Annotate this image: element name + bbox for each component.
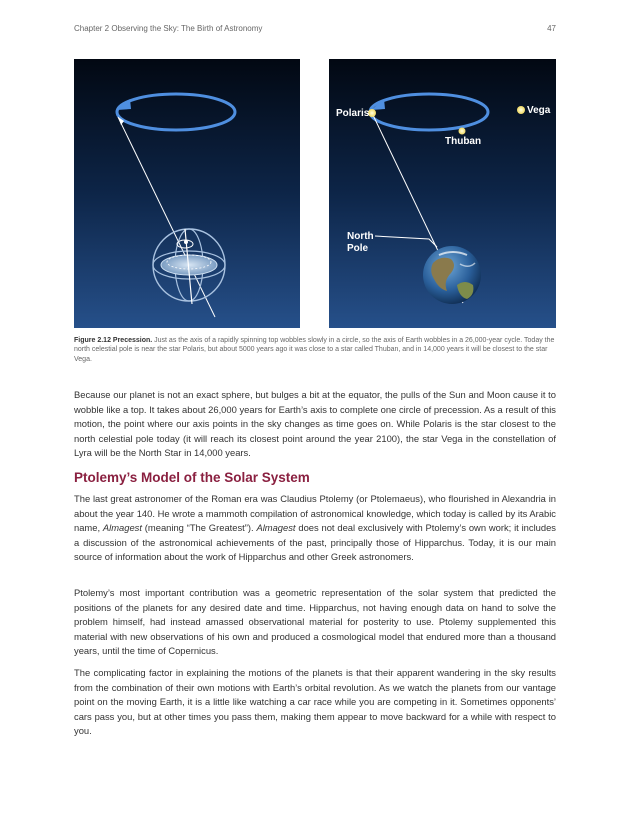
page-header (74, 24, 556, 36)
figure-label: Figure 2.12 Precession. (74, 337, 153, 344)
figure-panel-spinning-top (74, 59, 300, 328)
label-thuban: Thuban (445, 136, 482, 147)
paragraph-planet-motion (74, 666, 556, 739)
star-vega (517, 106, 525, 114)
paragraph-text-part: does not deal exclusively with Ptolemy’s own work; it includes a discussion of the astronomical achievements of the past, principally those of Hipparchus. Today, it is our main source of information about the work of Hipparchus and other Greek astronomers. (74, 522, 556, 563)
paragraph-text: The complicating factor in explaining the motions of the planets is that their apparent wandering in the sky results from the combination of their own motions with Earth’s orbital revolution. As we watch the planets from our vantage point on the moving Earth, it is a little like watching a car race while you are competing in it. Sometimes opponents’ cars pass you, but at other times you pass them, making them appear to move backward for a while with respect to you. (74, 667, 556, 737)
page-number: 47 (547, 24, 556, 33)
book-title: Almagest (256, 522, 296, 534)
figure-caption (74, 336, 556, 364)
paragraph-text: Because our planet is not an exact sphere, but bulges a bit at the equator, the pulls of the Sun and Moon cause it to wobble like a top. It takes about 26,000 years for Earth’s axis to complete one circle of precession. As a result of this motion, the point where our axis points in the sky changes as time goes on. While Polaris is the star closest to the north celestial pole today (it will reach its closest point around the year 2100), the star Vega in the constellation of Lyra will be the North Star in 14,000 years. (74, 389, 556, 459)
paragraph-text-part: The last great astronomer of the Roman era was Claudius Ptolemy (or Ptolemaeus), who flourished in Alexandria in about the year 140. He wrote a mammoth compilation of astronomical knowledge, which today is called by its Arabic name, (74, 493, 556, 534)
paragraph-text-part: (meaning “The Greatest”). (141, 522, 257, 534)
figure-panel-earth-precession (329, 59, 556, 328)
paragraph-ptolemy-intro (74, 492, 556, 565)
star-thuban (459, 128, 466, 135)
earth-globe-icon (423, 246, 481, 304)
label-vega: Vega (527, 105, 551, 116)
paragraph-text (74, 492, 556, 565)
paragraph-text: Ptolemy’s most important contribution was a geometric representation of the solar system that predicted the positions of the planets for any desired date and time. Hipparchus, not having enough data on hand to solve the problem himself, had instead amassed observational material for posterity to use. Ptolemy supplemented this material with new observations of his own and produced a cosmological model that endured more than a thousand years, until the time of Copernicus. (74, 587, 556, 657)
label-north-pole-line1: North (347, 231, 374, 242)
paragraph-precession (74, 388, 556, 461)
label-polaris: Polaris (336, 108, 370, 119)
chapter-title: Chapter 2 Observing the Sky: The Birth of Astronomy (74, 24, 263, 33)
book-title: Almagest (102, 522, 142, 534)
figure-caption-text: Just as the axis of a rapidly spinning top wobbles slowly in a circle, so the axis of Earth wobbles in a 26,000-year cycle. Today the north celestial pole is near the star Polaris, but about 5000 years ago it was close to a star called Thuban, and in 14,000 years it will be closest to the star Vega. (74, 337, 555, 363)
label-north-pole-line2: Pole (347, 243, 369, 254)
paragraph-ptolemy-contribution (74, 586, 556, 659)
section-heading: Ptolemy’s Model of the Solar System (74, 470, 310, 485)
